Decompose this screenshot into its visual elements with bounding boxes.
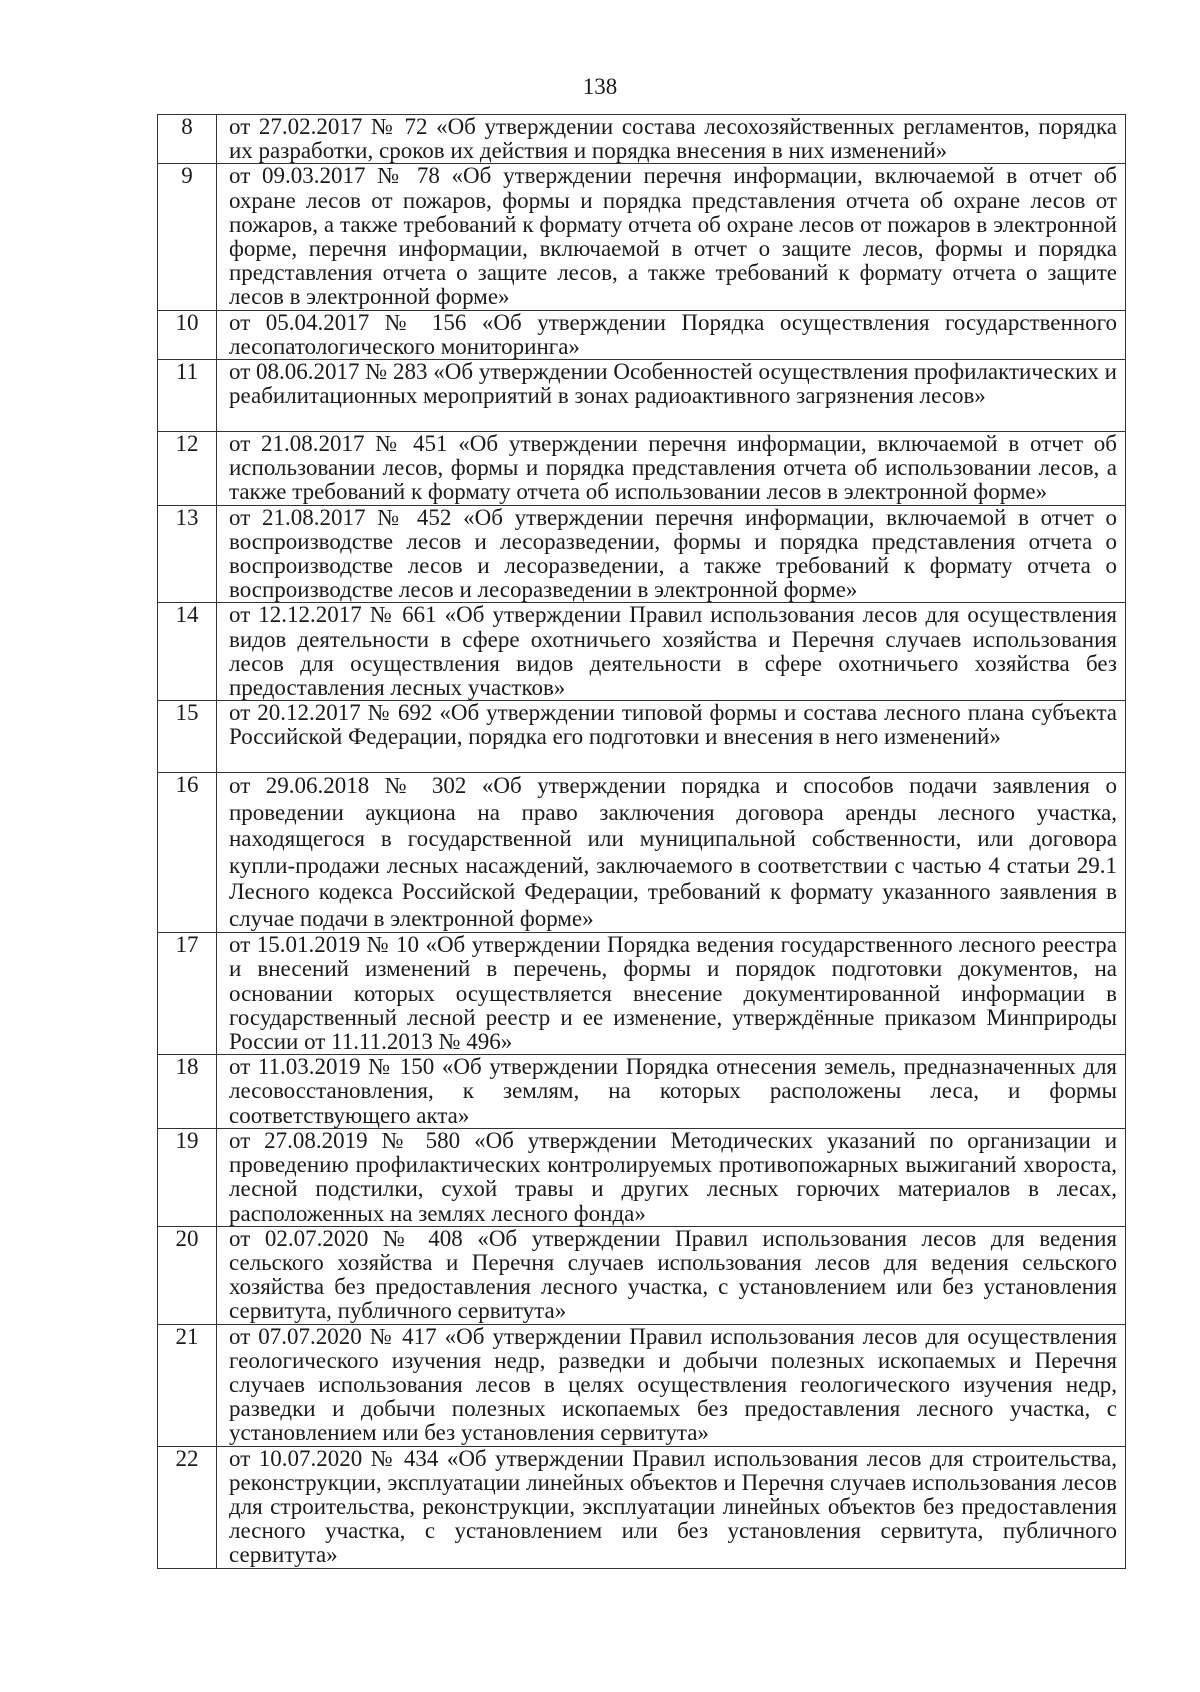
- row-text: от 11.03.2019 № 150 «Об утверждении Порядка отнесения земель, предназначенных для лесовосстановления, к землям, на которых расположены леса, и формы соответствующего акта»: [217, 1055, 1126, 1129]
- row-number: 16: [158, 773, 217, 933]
- table-row: [158, 1128, 1126, 1226]
- regulations-table: [157, 114, 1126, 1569]
- row-number: 9: [158, 164, 217, 310]
- table-row: [158, 701, 1126, 773]
- row-number: 12: [158, 432, 217, 506]
- table-row: [158, 360, 1126, 432]
- row-number: 8: [158, 115, 217, 164]
- row-text: от 12.12.2017 № 661 «Об утверждении Правил использования лесов для осуществления видов деятельности в сфере охотничьего хозяйства и Перечня случаев использования лесов для осуществления видов деятельности в сфере охотничьего хозяйства без предоставления лесных участков»: [217, 603, 1126, 701]
- row-text: от 27.02.2017 № 72 «Об утверждении состава лесохозяйственных регламентов, порядка их разработки, сроков их действия и порядка внесения в них изменений»: [217, 115, 1126, 164]
- row-number: 19: [158, 1128, 217, 1226]
- row-number: 18: [158, 1055, 217, 1129]
- row-number: 20: [158, 1226, 217, 1324]
- row-text: от 29.06.2018 № 302 «Об утверждении порядка и способов подачи заявления о проведении аукциона на право заключения договора аренды лесного участка, находящегося в государственной или муниципальной собственности, или договора купли-продажи лесных насаждений, заключаемого в соответствии с частью 4 статьи 29.1 Лесного кодекса Российской Федерации, требований к формату указанного заявления в случае подачи в электронной форме»: [217, 773, 1126, 933]
- table-row: [158, 1226, 1126, 1324]
- row-number: 22: [158, 1446, 217, 1568]
- row-text: от 05.04.2017 № 156 «Об утверждении Порядка осуществления государственного лесопатологического мониторинга»: [217, 310, 1126, 359]
- row-number: 11: [158, 360, 217, 432]
- row-number: 14: [158, 603, 217, 701]
- table-row: [158, 773, 1126, 933]
- row-text: от 07.07.2020 № 417 «Об утверждении Правил использования лесов для осуществления геологического изучения недр, разведки и добычи полезных ископаемых и Перечня случаев использования лесов в целях осуществления геологического изучения недр, разведки и добычи полезных ископаемых без предоставления лесного участка, с установлением или без установления сервитута»: [217, 1324, 1126, 1446]
- table-row: [158, 505, 1126, 603]
- table-row: [158, 603, 1126, 701]
- table-row: [158, 1324, 1126, 1446]
- table-row: [158, 933, 1126, 1055]
- row-text: от 21.08.2017 № 452 «Об утверждении перечня информации, включаемой в отчет о воспроизводстве лесов и лесоразведении, формы и порядка представления отчета о воспроизводстве лесов и лесоразведении, а также требований к формату отчета о воспроизводстве лесов и лесоразведении в электронной форме»: [217, 505, 1126, 603]
- row-number: 17: [158, 933, 217, 1055]
- row-text: от 10.07.2020 № 434 «Об утверждении Правил использования лесов для строительства, реконструкции, эксплуатации линейных объектов и Перечня случаев использования лесов для строительства, реконструкции, эксплуатации линейных объектов без предоставления лесного участка, с установлением или без установления сервитута, публичного сервитута»: [217, 1446, 1126, 1568]
- table-row: [158, 1446, 1126, 1568]
- row-text: от 02.07.2020 № 408 «Об утверждении Правил использования лесов для ведения сельского хозяйства и Перечня случаев использования лесов для ведения сельского хозяйства без предоставления лесного участка, с установлением или без установления сервитута, публичного сервитута»: [217, 1226, 1126, 1324]
- row-text: от 27.08.2019 № 580 «Об утверждении Методических указаний по организации и проведению профилактических контролируемых противопожарных выжиганий хвороста, лесной подстилки, сухой травы и других лесных горючих материалов в лесах, расположенных на землях лесного фонда»: [217, 1128, 1126, 1226]
- row-text: от 15.01.2019 № 10 «Об утверждении Порядка ведения государственного лесного реестра и внесений изменений в перечень, формы и порядок подготовки документов, на основании которых осуществляется внесение документированной информации в государственный лесной реестр и ее изменение, утверждённые приказом Минприроды России от 11.11.2013 № 496»: [217, 933, 1126, 1055]
- row-number: 10: [158, 310, 217, 359]
- table-row: [158, 164, 1126, 310]
- table-row: [158, 115, 1126, 164]
- row-text: от 09.03.2017 № 78 «Об утверждении перечня информации, включаемой в отчет об охране лесов от пожаров, формы и порядка представления отчета об охране лесов от пожаров, а также требований к формату отчета об охране лесов от пожаров в электронной форме, перечня информации, включаемой в отчет о защите лесов, формы и порядка представления отчета о защите лесов, а также требований к формату отчета о защите лесов в электронной форме»: [217, 164, 1126, 310]
- row-text: от 20.12.2017 № 692 «Об утверждении типовой формы и состава лесного плана субъекта Российской Федерации, порядка его подготовки и внесения в него изменений»: [217, 701, 1126, 773]
- row-text: от 08.06.2017 № 283 «Об утверждении Особенностей осуществления профилактических и реабилитационных мероприятий в зонах радиоактивного загрязнения лесов»: [217, 360, 1126, 432]
- row-number: 13: [158, 505, 217, 603]
- row-text: от 21.08.2017 № 451 «Об утверждении перечня информации, включаемой в отчет об использовании лесов, формы и порядка представления отчета об использовании лесов, а также требований к формату отчета об использовании лесов в электронной форме»: [217, 432, 1126, 506]
- table-row: [158, 310, 1126, 359]
- table-row: [158, 1055, 1126, 1129]
- table-row: [158, 432, 1126, 506]
- page-number: 138: [582, 74, 618, 99]
- row-number: 15: [158, 701, 217, 773]
- row-number: 21: [158, 1324, 217, 1446]
